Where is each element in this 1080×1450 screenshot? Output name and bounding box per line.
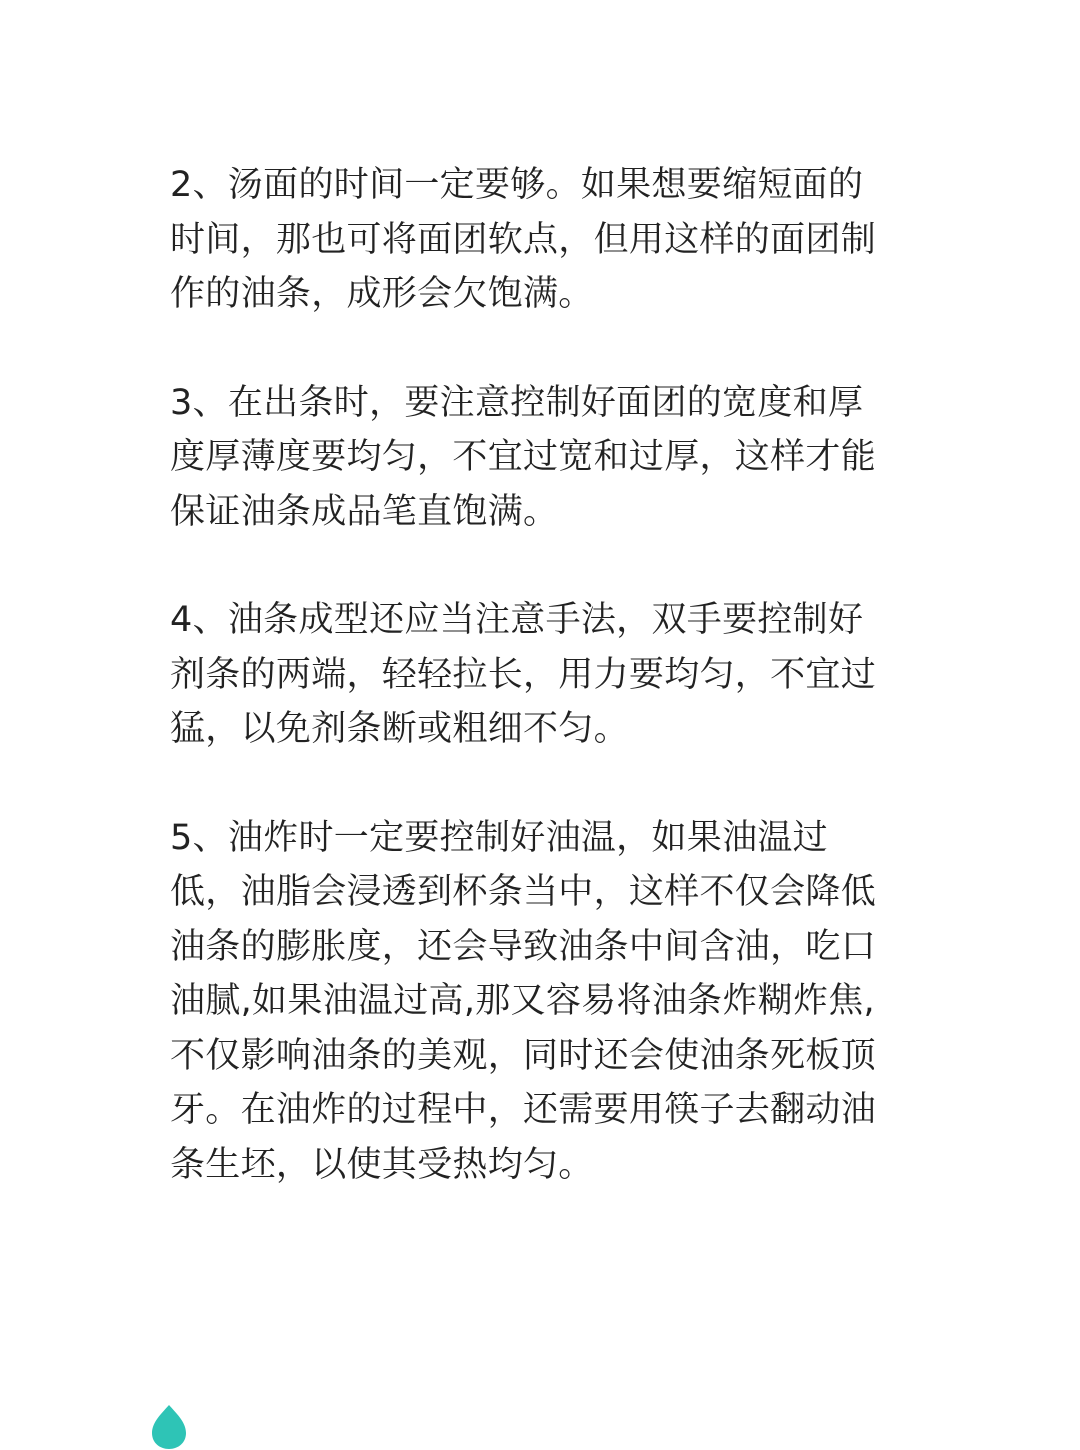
text-line: 4、油条成型还应当注意手法，双手要控制好 <box>170 600 864 640</box>
text-line: 3、在出条时，要注意控制好面团的宽度和厚 <box>170 382 864 423</box>
tip-paragraph-4 <box>170 593 900 757</box>
text-line: 作的油条，成形会欠饱满。 <box>170 274 594 314</box>
text-line: 牙。在油炸的过程中，还需要用筷子去翻动油 <box>170 1090 877 1130</box>
teal-drop-icon <box>146 1404 192 1450</box>
tip-paragraph-5 <box>170 811 900 1193</box>
text-line: 5、油炸时一定要控制好油温，如果油温过 <box>170 817 828 858</box>
text-line: 保证油条成品笔直饱满。 <box>170 491 559 532</box>
text-line: 剂条的两端，轻轻拉长，用力要均匀，不宜过 <box>170 654 877 695</box>
tip-paragraph-2 <box>170 158 900 322</box>
text-line: 2、汤面的时间一定要够。如果想要缩短面的 <box>170 165 864 205</box>
text-line: 油腻,如果油温过高,那又容易将油条炸糊炸焦, <box>170 981 875 1021</box>
article-body <box>170 158 900 1246</box>
text-line: 条生坯，以使其受热均匀。 <box>170 1144 594 1185</box>
text-line: 度厚薄度要均匀，不宜过宽和过厚，这样才能 <box>170 437 877 477</box>
text-line: 不仅影响油条的美观，同时还会使油条死板顶 <box>170 1035 877 1076</box>
text-line: 猛，以免剂条断或粗细不匀。 <box>170 709 629 749</box>
text-line: 时间，那也可将面团软点，但用这样的面团制 <box>170 219 877 260</box>
text-line: 低，油脂会浸透到杯条当中，这样不仅会降低 <box>170 872 877 912</box>
text-line: 油条的膨胀度，还会导致油条中间含油，吃口 <box>170 926 877 967</box>
tip-paragraph-3 <box>170 376 900 540</box>
